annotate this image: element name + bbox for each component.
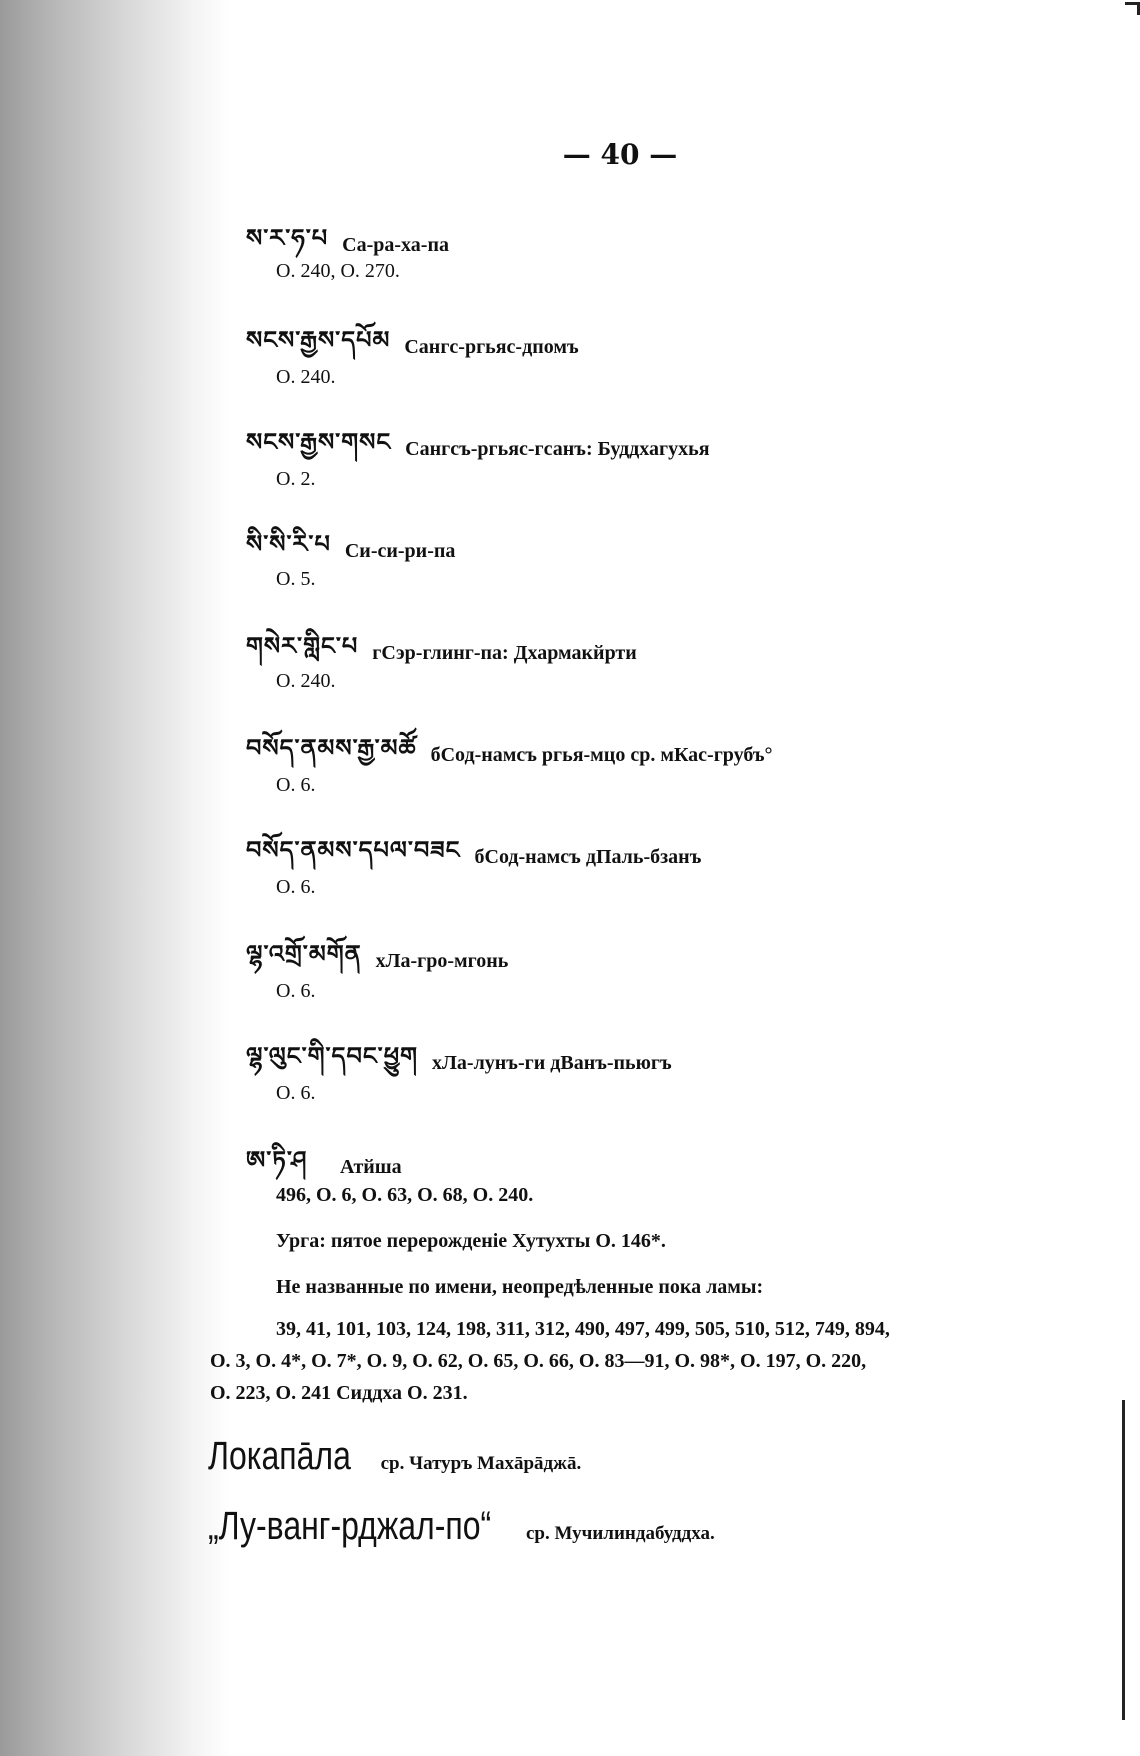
entry-refs: О. 6. xyxy=(276,774,316,796)
heading-cross-ref: ср. Мучилиндабуддха. xyxy=(525,1523,715,1544)
entry-name: Сангс-ргьяс-дпомъ xyxy=(404,336,579,358)
entry-refs: О. 240, О. 270. xyxy=(276,260,400,282)
entry-name: Атйша xyxy=(340,1156,402,1178)
entry-refs: 496, О. 6, О. 63, О. 68, О. 240. xyxy=(276,1184,534,1206)
entry-sangs-rgyas-gsang xyxy=(246,416,710,483)
heading-cross-ref: ср. Чатуръ Махāрāджā. xyxy=(380,1453,582,1474)
tibetan-script: ལྷ་ལུང་གི་དབང་ཕྱུག xyxy=(246,1042,418,1070)
tibetan-script: སངས་རྒྱས་གསང xyxy=(246,428,392,456)
heading-title: „Лу-ванг-рджал-по“ xyxy=(208,1504,492,1548)
entry-name: хЛа-гро-мгонь xyxy=(375,950,509,972)
tibetan-script: གསེར་གླིང་པ xyxy=(246,632,359,660)
entry-name: Си-си-ри-па xyxy=(344,540,456,562)
tibetan-script: བསོད་ནམས་དཔལ་བཟང xyxy=(246,836,461,864)
heading-lokapala xyxy=(208,1434,581,1479)
unnamed-line-1: 39, 41, 101, 103, 124, 198, 311, 312, 490, 497, 499, 505, 510, 512, 749, 894, xyxy=(276,1318,890,1340)
unnamed-heading: Не названные по имени, неопредѣленные пока ламы: xyxy=(276,1276,764,1298)
entry-refs: О. 5. xyxy=(276,568,316,590)
entry-name: бСод-намсъ дПаль-бзанъ xyxy=(474,846,702,868)
corner-mark xyxy=(1125,2,1140,15)
scan-edge-shadow xyxy=(0,0,230,1756)
entry-refs: О. 6. xyxy=(276,876,316,898)
entry-refs: О. 6. xyxy=(276,980,316,1002)
unnamed-line-2: О. 3, О. 4*, О. 7*, О. 9, О. 62, О. 65, О. 66, О. 83—91, О. 98*, О. 197, О. 220, xyxy=(210,1350,867,1372)
heading-lu-vang-rdzhal-po xyxy=(208,1504,715,1549)
entry-name: гСэр-глинг-па: Дхармакйрти xyxy=(372,642,637,664)
entry-refs: О. 240. xyxy=(276,366,336,388)
tibetan-script: ལྷ་འགྲོ་མགོན xyxy=(246,940,362,968)
urga-line: Урга: пятое перерожденiе Хутухты О. 146*. xyxy=(276,1230,666,1252)
tibetan-script: ས་ར་ཧ་པ xyxy=(246,224,329,252)
unnamed-line-3: О. 223, О. 241 Сиддха О. 231. xyxy=(210,1382,468,1404)
tibetan-script: བསོད་ནམས་རྒྱ་མཚོ xyxy=(246,734,417,762)
tibetan-script: ཨ་ཏི་ཤ xyxy=(246,1146,308,1174)
entry-refs: О. 240. xyxy=(276,670,336,692)
entry-name: Сангсъ-ргьяс-гсанъ: Буддхагухья xyxy=(405,438,710,460)
entry-name: Са-ра-ха-па xyxy=(342,234,449,256)
entry-name: бСод-намсъ ргья-мцо ср. мКас-грубъ° xyxy=(430,744,773,766)
entry-refs: О. 6. xyxy=(276,1082,316,1104)
tibetan-script: སི་སི་རི་པ xyxy=(246,530,331,558)
tibetan-script: སངས་རྒྱས་དཔོམ xyxy=(246,326,391,354)
page-number: — 40 — xyxy=(562,138,678,171)
entry-refs: О. 2. xyxy=(276,468,316,490)
entry-name: хЛа-лунъ-ги дВанъ-пьюгъ xyxy=(432,1052,672,1074)
right-margin-rule xyxy=(1122,1400,1125,1720)
entry-bsod-nams-rgya-mtsho xyxy=(246,722,773,789)
heading-title: Локапāла xyxy=(208,1434,351,1478)
